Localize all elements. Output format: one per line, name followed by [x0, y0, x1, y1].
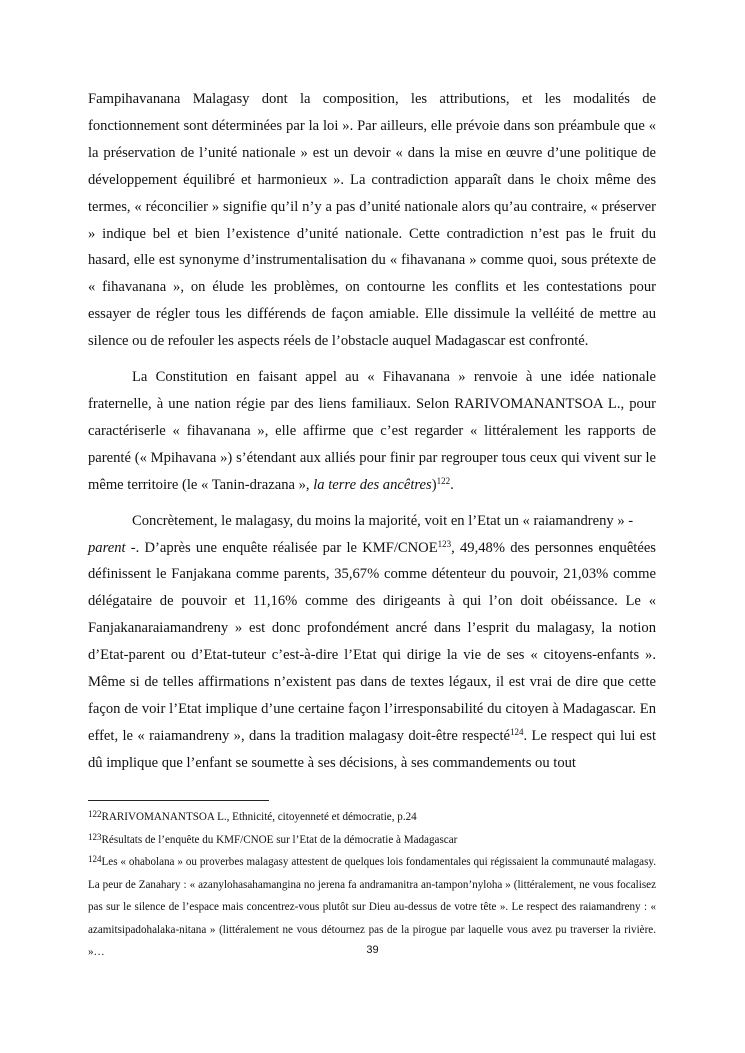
footnote-number: 122: [88, 809, 102, 819]
paragraph-3: [88, 508, 656, 777]
footnote-text: RARIVOMANANTSOA L., Ethnicité, citoyenneté et démocratie, p.24: [101, 811, 417, 823]
paragraph-3-text-d: . Le respect qui lui est dû implique que l’enfant se soumette à ses décisions, à ses commandements ou tout: [88, 727, 657, 771]
paragraph-3-text-b: . D’après une enquête réalisée par le KMF/CNOE: [135, 539, 438, 556]
footnote-ref-122[interactable]: 122: [436, 475, 451, 486]
italic-phrase: la terre des ancêtres: [313, 476, 432, 493]
paragraph-1: [88, 86, 656, 355]
footnote-122: [88, 806, 656, 829]
paragraph-2: [88, 364, 656, 499]
footnote-123: [88, 829, 656, 852]
footnote-separator: [88, 800, 269, 801]
paragraph-3-text-c: , 49,48% des personnes enquêtées définissent le Fanjakana comme parents, 35,67% comme détenteur du pouvoir, 21,03% comme délégataire de pouvoir et 11,16% comme des dirigeants à qui l’on doit obéissance. Le « Fanjakanaraiamandreny » est donc profondément ancré dans l’esprit du malagasy, la notion d’Etat-parent ou d’Etat-tuteur c’est-à-dire l’Etat qui dirige la vie de ses « citoyens-enfants ». Même si de telles affirmations n’existent pas dans de textes légaux, il est vrai de dire que cette façon de voir l’Etat implique d’une certaine façon l’irresponsabilité du citoyen à Madagascar. En effet, le « raiamandreny », dans la tradition malagasy doit-être respecté: [88, 539, 656, 744]
paragraph-2-text-b: ): [431, 476, 437, 493]
footnote-text: Les « ohabolana » ou proverbes malagasy attestent de quelques lois fondamentales qui régissaient la communauté malagasy. La peur de Zanahary : « azanylohasahamangina no jerena fa andramanitra an-tampon’nyloha » (littéralement, ne vous focalisez pas sur le silence de l’espace mais concentrez-vous plutôt sur Dieu au-dessus de votre tête ». Le respect des raiamandreny : « azamitsipadohalaka-nitana » (littéralement ne vous détournez pas de la pirogue par laquelle vous avez pu traverser la rivière. »…: [88, 856, 656, 958]
paragraph-1-text: Fampihavanana Malagasy dont la composition, les attributions, et les modalités de fonctionnement sont déterminées par la loi ». Par ailleurs, elle prévoie dans son préambule que « la préservation de l’unité nationale » est un devoir « dans la mise en œuvre d’une politique de développement équilibré et harmonieux ». La contradiction apparaît dans le choix même des termes, « réconcilier » signifie qu’il n’y a pas d’unité nationale alors qu’au contraire, « préserver » indique bel et bien l’existence d’unité nationale. Cette contradiction n’est pas le fruit du hasard, elle est synonyme d’instrumentalisation du « fihavanana » comme quoi, sous prétexte de « fihavanana », on élude les problèmes, on contourne les conflits et les contestations pour essayer de régler tous les différends de façon amiable. Elle dissimule la velléité de mettre au silence ou de refouler les aspects réels de l’obstacle auquel Madagascar est confronté.: [88, 91, 656, 350]
footnote-number: 123: [88, 831, 102, 842]
paragraph-2-text: La Constitution en faisant appel au « Fihavanana » renvoie à une idée nationale fraternelle, à une nation régie par des liens familiaux. Selon RARIVOMANANTSOA L., pour caractériserle « fihavanana », elle affirme que c’est regarder « littéralement les rapports de parenté (« Mpihavana ») s’étendant aux alliés pour finir par regrouper tous ceux qui vivent sur le même territoire (le « Tanin-drazana »,: [88, 369, 656, 493]
footnotes: [88, 806, 656, 964]
footnote-ref-123[interactable]: 123: [437, 538, 452, 549]
footnote-ref-124[interactable]: 124: [509, 726, 524, 737]
italic-parent: parent -: [88, 539, 136, 556]
body-text: [88, 86, 656, 777]
paragraph-2-end: .: [450, 476, 454, 493]
paragraph-3-text: Concrètement, le malagasy, du moins la majorité, voit en l’Etat un « raiamandreny » -: [132, 512, 634, 529]
page-number: 39: [366, 944, 379, 956]
footnote-number: 124: [88, 854, 102, 864]
footnote-text: Résultats de l’enquête du KMF/CNOE sur l’Etat de la démocratie à Madagascar: [101, 833, 458, 846]
